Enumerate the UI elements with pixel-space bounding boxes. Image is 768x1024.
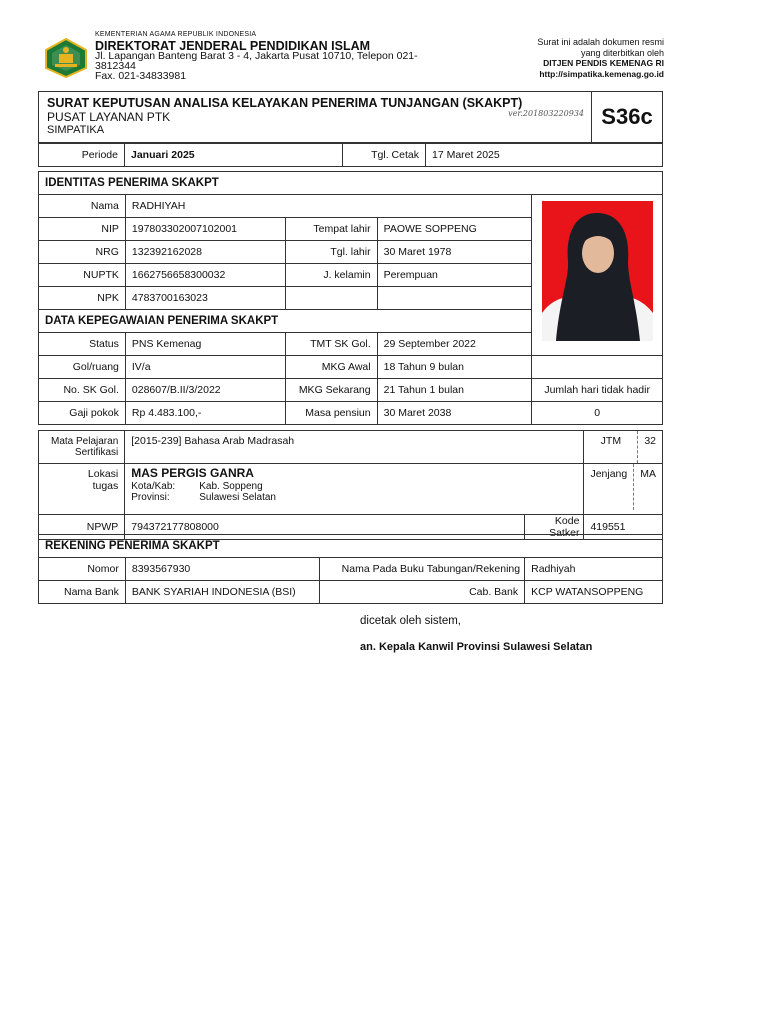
nomor-label: Nomor [39,558,126,581]
mkg-awal-value: 18 Tahun 9 bulan [377,356,532,379]
gaji-label: Gaji pokok [39,402,126,425]
prov-value: Sulawesi Selatan [199,492,276,503]
nrg-label: NRG [39,241,126,264]
npk-label: NPK [39,287,126,310]
jkelamin-label: J. kelamin [285,264,377,287]
satker-label: Kode Satker [524,515,584,540]
status-label: Status [39,333,126,356]
gol-value: IV/a [125,356,285,379]
lokasi-kota-row [131,481,577,492]
pensiun-value: 30 Maret 2038 [377,402,532,425]
cab-label: Cab. Bank [320,581,525,604]
lokasi-value [125,464,584,515]
notice-line-2: yang diterbitkan oleh [580,47,664,58]
tgl-cetak-value: 17 Maret 2025 [426,144,663,167]
periode-value: Januari 2025 [125,144,343,167]
rekening-heading: REKENING PENERIMA SKAKPT [39,535,663,558]
jenjang-value: MA [640,468,656,480]
tgl-lahir-value: 30 Maret 1978 [377,241,532,264]
cab-value: KCP WATANSOPPENG [525,581,663,604]
nama-value: RADHIYAH [125,195,531,218]
mapel-value: [2015-239] Bahasa Arab Madrasah [125,431,584,464]
nip-label: NIP [39,218,126,241]
nuptk-label: NUPTK [39,264,126,287]
pensiun-label: Masa pensiun [285,402,377,425]
status-value: PNS Kemenag [125,333,285,356]
lokasi-prov-row [131,492,577,503]
assignment-table [38,430,663,540]
periode-label: Periode [39,144,125,167]
nomor-value: 8393567930 [125,558,320,581]
nama-buku-label: Nama Pada Buku Tabungan/Rekening [320,558,525,581]
mkg-awal-label: MKG Awal [285,356,377,379]
document-code-box [591,92,662,142]
nrg-value: 132392162028 [125,241,285,264]
jenjang-label: Jenjang [584,464,633,510]
directorate-name: DIREKTORAT JENDERAL PENDIDIKAN ISLAM [95,39,371,53]
lokasi-nama: MAS PERGIS GANRA [131,466,254,480]
jtm-value: 32 [644,435,656,447]
directorate-fax: Fax. 021-34833981 [95,70,187,82]
notice-url: http://simpatika.kemenag.go.id [539,68,664,79]
jkelamin-value: Perempuan [377,264,532,287]
mapel-label-line2: Sertifikasi [74,447,119,458]
npwp-label: NPWP [39,515,125,540]
kota-label: Kota/Kab: [131,481,176,492]
nosk-label: No. SK Gol. [39,379,126,402]
printed-by-system: dicetak oleh sistem, [360,615,461,627]
nip-value: 197803302007102001 [125,218,285,241]
nuptk-value: 1662756658300032 [125,264,285,287]
kemenag-logo-icon [45,38,87,78]
recipient-photo [542,201,653,341]
tgl-cetak-label: Tgl. Cetak [343,144,426,167]
mapel-label-line1: Mata Pelajaran [51,436,119,447]
kepegawaian-heading: DATA KEPEGAWAIAN PENERIMA SKAKPT [39,310,532,333]
periode-table [38,143,663,167]
satker-value: 419551 [584,515,663,540]
directorate-address: Jl. Lapangan Banteng Barat 3 - 4, Jakarta Pusat 10710, Telepon 021-3812344 [95,50,418,72]
person-photo-icon [542,201,653,341]
kota-value: Kab. Soppeng [199,481,263,492]
tmt-value: 29 September 2022 [377,333,532,356]
npwp-value: 794372177808000 [125,515,525,540]
jtm-label: JTM [584,431,637,463]
nama-buku-value: Radhiyah [525,558,663,581]
hari-tidak-hadir-value: 0 [532,402,663,425]
notice-line-1: Surat ini adalah dokumen resmi [537,37,664,47]
nosk-value: 028607/B.II/3/2022 [125,379,285,402]
document-code: S36c [601,104,653,129]
tempat-lahir-label: Tempat lahir [285,218,377,241]
lokasi-label-line1: Lokasi [87,468,119,480]
ministry-name: KEMENTERIAN AGAMA REPUBLIK INDONESIA [95,31,257,38]
rekening-table [38,534,663,604]
notice-issuer: DITJEN PENDIS KEMENAG RI [543,58,664,68]
document-title: SURAT KEPUTUSAN ANALISA KELAYAKAN PENERIMA TUNJANGAN (SKAKPT) [47,96,523,110]
identity-heading: IDENTITAS PENERIMA SKAKPT [39,172,663,195]
document-subtitle-2: SIMPATIKA [47,124,105,136]
nama-label: Nama [39,195,126,218]
lokasi-label-line2: tugas [92,480,119,492]
hari-tidak-hadir-label: Jumlah hari tidak hadir [532,379,663,402]
document-subtitle: PUSAT LAYANAN PTK [47,110,171,124]
mkg-sekarang-label: MKG Sekarang [285,379,377,402]
tempat-lahir-value: PAOWE SOPPENG [377,218,532,241]
gaji-value: Rp 4.483.100,- [125,402,285,425]
tgl-lahir-label: Tgl. lahir [285,241,377,264]
bank-value: BANK SYARIAH INDONESIA (BSI) [125,581,320,604]
mkg-sekarang-value: 21 Tahun 1 bulan [377,379,532,402]
lokasi-label [39,464,125,515]
official-notice [537,37,664,79]
prov-label: Provinsi: [131,492,170,503]
npk-value: 4783700163023 [125,287,285,310]
tmt-label: TMT SK Gol. [285,333,377,356]
document-version: ver.201803220934 [508,109,584,118]
signer-title: an. Kepala Kanwil Provinsi Sulawesi Selatan [360,641,593,653]
bank-label: Nama Bank [39,581,126,604]
gol-label: Gol/ruang [39,356,126,379]
mapel-label [39,431,125,464]
document-title-box [38,91,663,143]
